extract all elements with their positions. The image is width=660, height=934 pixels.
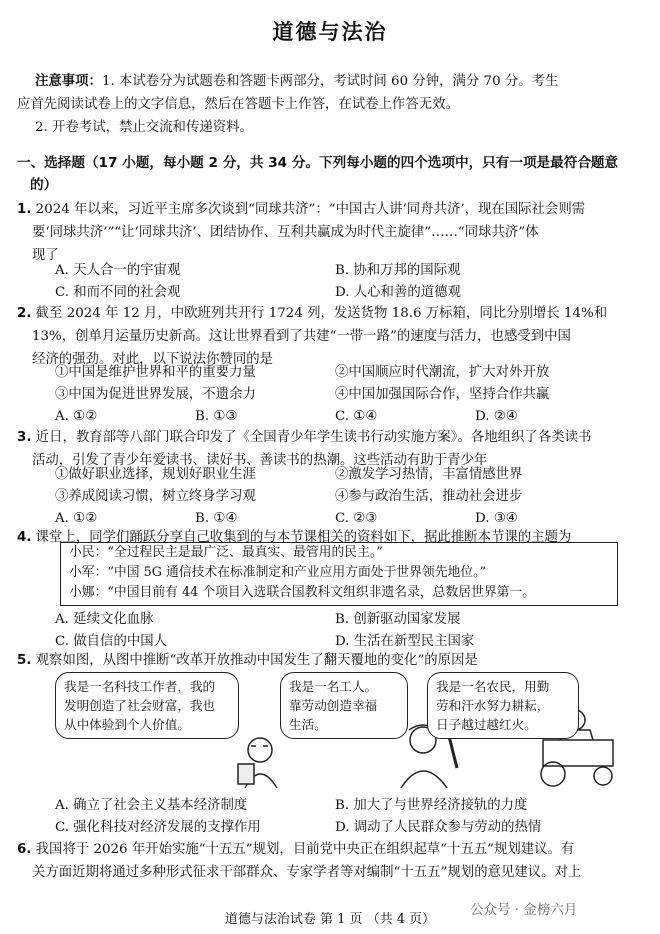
option-c[interactable]: C. 强化科技对经济发展的支撑作用 <box>55 820 261 835</box>
option-b[interactable]: B. 协和万邦的国际观 <box>335 263 461 278</box>
section-heading-1: 一、选择题（17 小题，每小题 2 分，共 34 分。下列每小题的四个选项中，只有一项是最符合题意 <box>17 155 619 171</box>
option-d[interactable]: D. 人心和善的道德观 <box>335 285 461 300</box>
question-2-line-3: 经济的强劲。对此，以下说法你赞同的是 <box>32 352 274 367</box>
notice-line-3: 2. 开卷考试，禁止交流和传递资料。 <box>35 120 253 135</box>
quote-xiaomin: 小民：“全过程民主是最广泛、最真实、最管用的民主。” <box>69 545 383 560</box>
notice-line-2: 应首先阅读试卷上的文字信息，然后在答题卡上作答，在试卷上作答无效。 <box>17 97 459 112</box>
question-6 <box>17 838 639 862</box>
option-a[interactable]: A. 确立了社会主义基本经济制度 <box>55 798 248 813</box>
speech-bubble-worker: 我是一名工人。 靠劳动创造幸福 生活。 <box>280 672 408 739</box>
question-5-options-row-2 <box>55 816 635 838</box>
option-b[interactable]: B. ①④ <box>195 511 238 526</box>
statement-3: ③养成阅读习惯，树立终身学习观 <box>55 489 256 504</box>
quote-xiaona: 小娜：“中国目前有 44 个项目入选联合国教科文组织非遗名录，总数居世界第一。 <box>69 585 536 600</box>
question-number: 5. <box>17 653 32 668</box>
question-number: 6. <box>17 842 32 857</box>
question-text: 近日，教育部等八部门联合印发了《全国青少年学生读书行动实施方案》。各地组织了各类读书 <box>35 430 592 445</box>
question-6-line-2: 关方面近期将通过多种形式征求干部群众、专家学者等对编制“十五五”规划的意见建议。对上 <box>32 865 582 880</box>
option-a[interactable]: A. 天人合一的宇宙观 <box>55 263 181 278</box>
question-number: 1. <box>17 202 32 217</box>
question-3-statements-row-1 <box>55 463 635 485</box>
question-2-line-2: 13%，创单月运量历史新高。这让世界看到了共建“一带一路”的速度与活力，也感受到中国 <box>32 329 571 344</box>
quote-box <box>60 542 618 606</box>
notice-text-1: 1. 本试卷分为试题卷和答题卡两部分，考试时间 60 分钟，满分 70 分。考生 <box>101 74 559 89</box>
question-3 <box>17 426 639 450</box>
question-2 <box>17 302 639 326</box>
option-a[interactable]: A. ①② <box>55 511 98 526</box>
option-c[interactable]: C. 和而不同的社会观 <box>55 285 181 300</box>
question-4-options-row-1 <box>55 608 635 630</box>
question-1-options-row-2 <box>55 281 635 303</box>
question-2-options <box>55 405 635 427</box>
question-text: 截至 2024 年 12 月，中欧班列共开行 1724 列，发送货物 18.6 万标箱，同比分别增长 14%和 <box>35 306 608 321</box>
statement-2: ②激发学习热情，丰富情感世界 <box>335 467 523 482</box>
question-1-line-3: 现了 <box>32 248 59 263</box>
question-text: 2024 年以来，习近平主席多次谈到“同球共济”：“中国古人讲‘同舟共济’，现在国际社会则需 <box>35 202 586 217</box>
scientist-figure <box>238 738 277 788</box>
page-footer: 道德与法治试卷 第 1 页 （共 4 页） <box>224 912 436 927</box>
option-a[interactable]: A. ①② <box>55 409 98 424</box>
question-3-line-2: 活动，引发了青少年爱读书、读好书、善读书的热潮。这些活动有助于青少年 <box>32 453 488 468</box>
option-c[interactable]: C. 做自信的中国人 <box>55 634 168 649</box>
question-text: 我国将于 2026 年开始实施“十五五”规划，目前党中央正在组织起草“十五五”规划建议。有 <box>35 842 575 857</box>
watermark: 公众号 · 金榜六月 <box>470 902 578 918</box>
option-d[interactable]: D. 生活在新型民主国家 <box>335 634 475 649</box>
page-title: 道德与法治 <box>272 20 388 44</box>
notice-label: 注意事项： <box>35 74 102 89</box>
option-a[interactable]: A. 延续文化血脉 <box>55 612 154 627</box>
cartoon-illustration <box>55 668 635 788</box>
question-number: 2. <box>17 306 32 321</box>
question-2-statements-row-2 <box>55 383 635 405</box>
statement-3: ③中国为促进世界发展，不遗余力 <box>55 387 256 402</box>
statement-1: ①中国是维护世界和平的重要力量 <box>55 365 256 380</box>
question-2-statements-row-1 <box>55 361 635 383</box>
option-b[interactable]: B. 创新驱动国家发展 <box>335 612 461 627</box>
question-3-statements-row-2 <box>55 485 635 507</box>
question-number: 3. <box>17 430 32 445</box>
option-d[interactable]: D. ③④ <box>475 511 518 526</box>
speech-bubble-farmer: 我是一名农民，用勤 劳和汗水努力耕耘， 日子越过越红火。 <box>427 672 579 739</box>
option-b[interactable]: B. 加大了与世界经济接轨的力度 <box>335 798 528 813</box>
option-d[interactable]: D. ②④ <box>475 409 518 424</box>
quote-xiaojun: 小军：“中国 5G 通信技术在标准制定和产业应用方面处于世界领先地位。” <box>69 565 487 580</box>
question-text: 观察如图，从图中推断“改革开放推动中国发生了翻天覆地的变化”的原因是 <box>35 653 478 668</box>
option-c[interactable]: C. ②③ <box>335 511 378 526</box>
statement-1: ①做好职业选择，规划好职业生涯 <box>55 467 256 482</box>
option-c[interactable]: C. ①④ <box>335 409 378 424</box>
question-number: 4. <box>17 530 32 545</box>
section-heading-2: 的） <box>30 177 58 193</box>
option-d[interactable]: D. 调动了人民群众参与劳动的热情 <box>335 820 542 835</box>
statement-2: ②中国顺应时代潮流，扩大对外开放 <box>335 365 550 380</box>
option-b[interactable]: B. ①③ <box>195 409 238 424</box>
statement-4: ④中国加强国际合作，坚持合作共赢 <box>335 387 550 402</box>
question-text: 课堂上，同学们踊跃分享自己收集到的与本节课相关的资料如下，据此推断本节课的主题为 <box>35 530 572 545</box>
question-1 <box>17 198 639 222</box>
question-1-options-row-1 <box>55 259 635 281</box>
statement-4: ④参与政治生活，推动社会进步 <box>335 489 523 504</box>
notice-line-1 <box>35 70 635 94</box>
question-5-options-row-1 <box>55 794 635 816</box>
speech-bubble-scientist: 我是一名科技工作者，我的 发明创造了社会财富，我也 从中体验到个人价值。 <box>55 672 239 739</box>
question-1-line-2: 要‘同球共济’”“让‘同球共济’、团结协作、互利共赢成为时代主旋律”……“同球共济”体 <box>32 225 539 240</box>
